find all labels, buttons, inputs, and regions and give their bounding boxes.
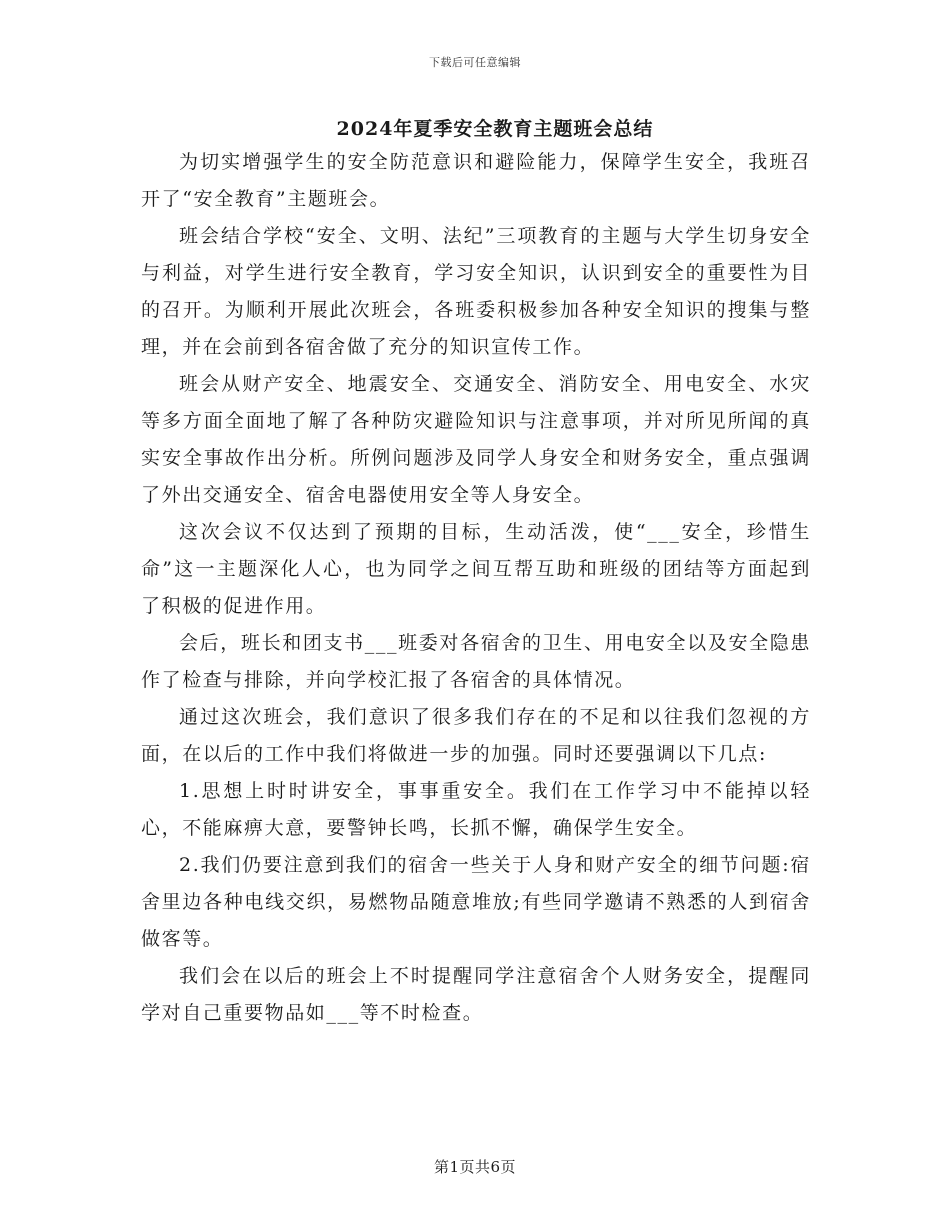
list-item-paragraph: 1.思想上时时讲安全，事事重安全。我们在工作学习中不能掉以轻心，不能麻痹大意，要警钟长鸣，长抓不懈，确保学生安全。	[141, 780, 811, 839]
paragraph: 会后，班长和团支书___班委对各宿舍的卫生、用电安全以及安全隐患作了检查与排除，并向学校汇报了各宿舍的具体情况。	[141, 632, 811, 691]
document-body	[141, 144, 811, 1032]
paragraph: 班会结合学校“安全、文明、法纪”三项教育的主题与大学生切身安全与利益，对学生进行安全教育，学习安全知识，认识到安全的重要性为目的召开。为顺利开展此次班会，各班委积极参加各种安全知识的搜集与整理，并在会前到各宿舍做了充分的知识宣传工作。	[141, 225, 811, 358]
paragraph: 为切实增强学生的安全防范意识和避险能力，保障学生安全，我班召开了“安全教育”主题班会。	[141, 151, 811, 210]
paragraph: 班会从财产安全、地震安全、交通安全、消防安全、用电安全、水灾等多方面全面地了解了各种防灾避险知识与注意事项，并对所见所闻的真实安全事故作出分析。所例问题涉及同学人身安全和财务安全，重点强调了外出交通安全、宿舍电器使用安全等人身安全。	[141, 373, 811, 506]
list-item-paragraph: 2.我们仍要注意到我们的宿舍一些关于人身和财产安全的细节问题:宿舍里边各种电线交织，易燃物品随意堆放;有些同学邀请不熟悉的人到宿舍做客等。	[141, 854, 811, 950]
document-title: 2024年夏季安全教育主题班会总结	[336, 118, 654, 140]
header-note: 下载后可任意编辑	[429, 56, 521, 69]
page-number: 第1页共6页	[433, 1158, 517, 1176]
paragraph: 这次会议不仅达到了预期的目标，生动活泼，使“___安全，珍惜生命”这一主题深化人心，也为同学之间互帮互助和班级的团结等方面起到了积极的促进作用。	[141, 521, 811, 617]
paragraph: 我们会在以后的班会上不时提醒同学注意宿舍个人财务安全，提醒同学对自己重要物品如___等不时检查。	[141, 965, 811, 1024]
paragraph: 通过这次班会，我们意识了很多我们存在的不足和以往我们忽视的方面，在以后的工作中我们将做进一步的加强。同时还要强调以下几点:	[141, 706, 811, 765]
